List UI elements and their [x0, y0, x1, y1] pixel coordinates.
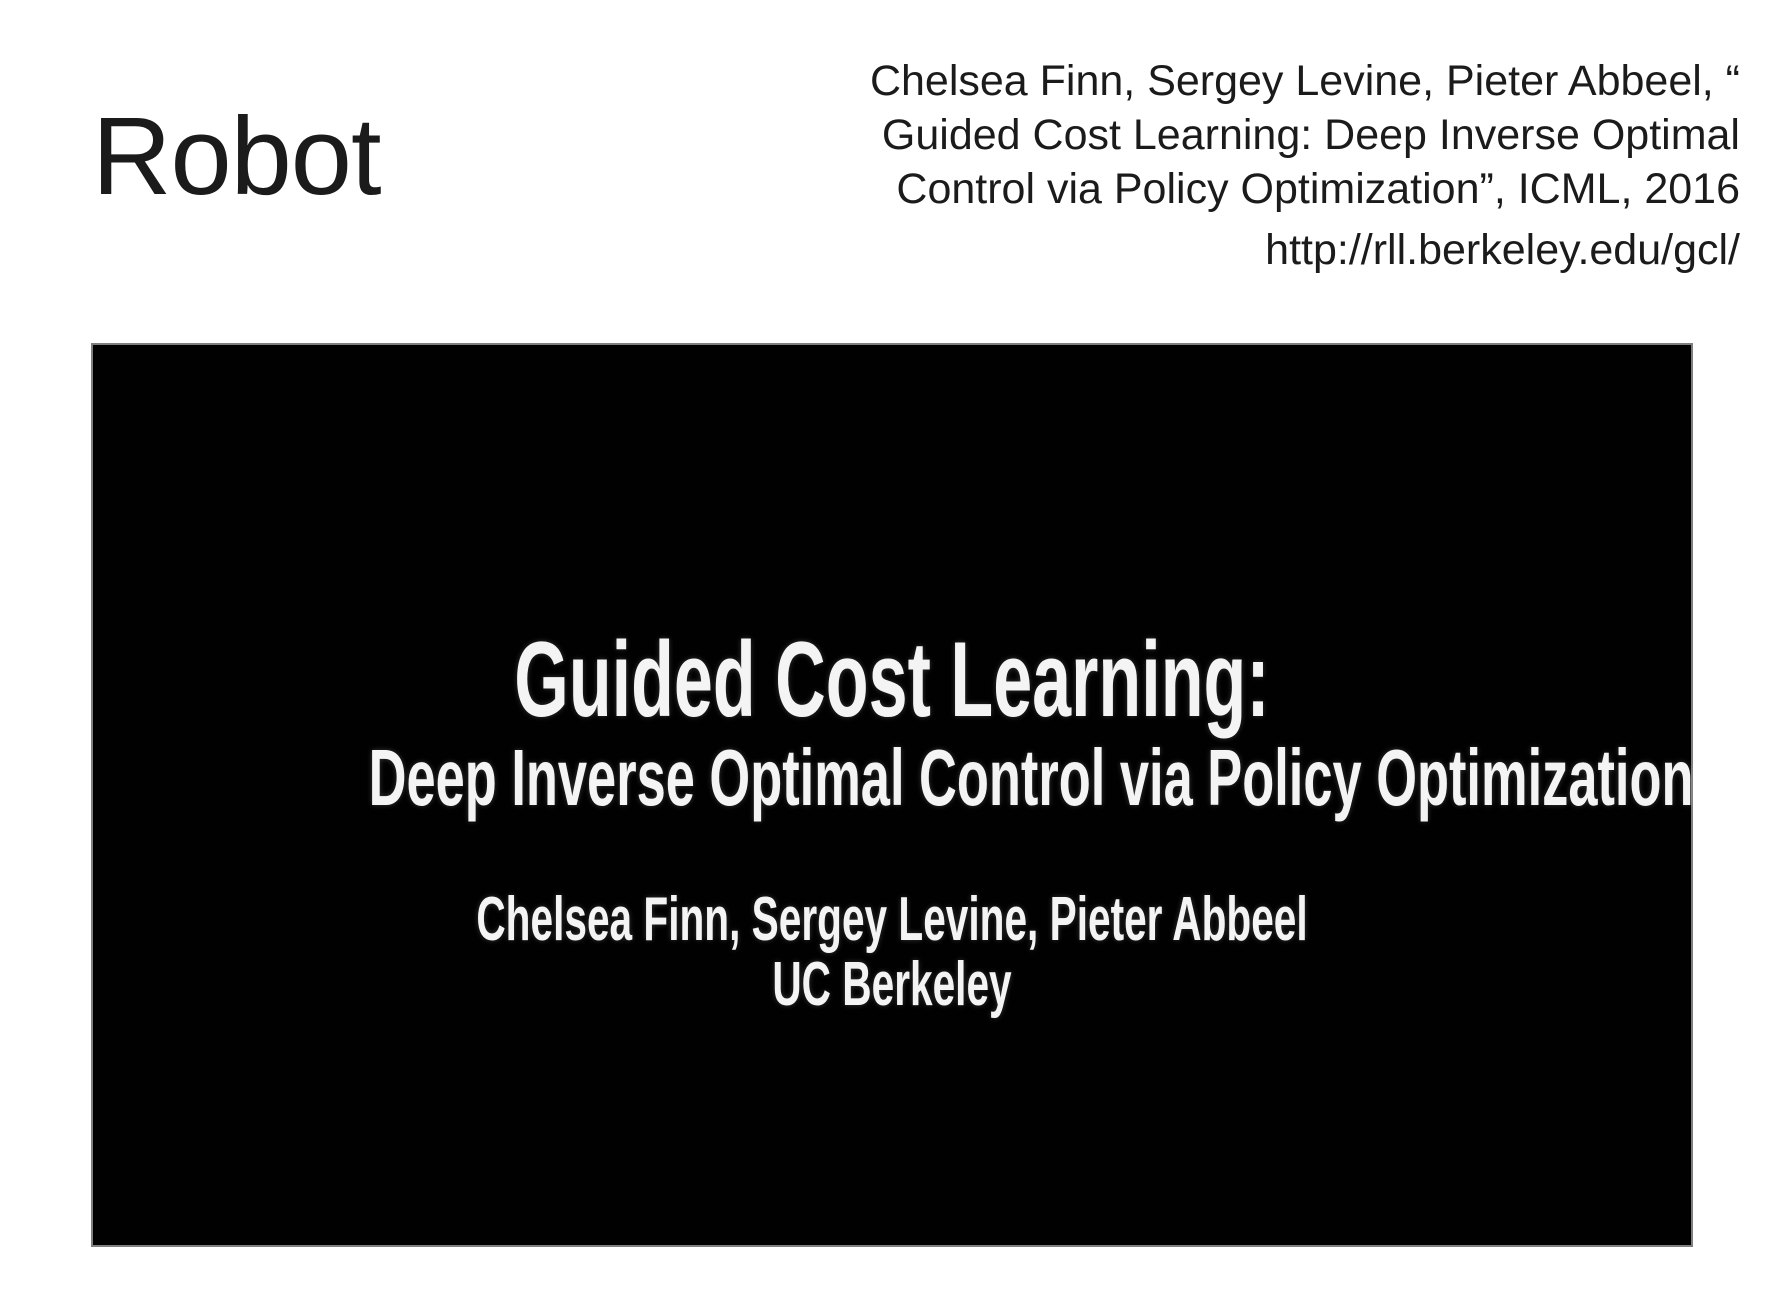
citation-url-link[interactable]: http://rll.berkeley.edu/gcl/: [1265, 226, 1740, 274]
citation-line-2: Guided Cost Learning: Deep Inverse Optimal: [881, 111, 1740, 159]
citation-line-3: Control via Policy Optimization”, ICML, 2016: [896, 165, 1740, 213]
citation-line-1: Chelsea Finn, Sergey Levine, Pieter Abbeel, “: [869, 57, 1740, 105]
video-authors-text: Chelsea Finn, Sergey Levine, Pieter Abbeel: [476, 885, 1308, 954]
video-subtitle-text: Deep Inverse Optimal Control via Policy Optimization: [368, 733, 1694, 822]
video-affiliation-text: UC Berkeley: [772, 950, 1012, 1019]
video-title-text: Guided Cost Learning:: [514, 619, 1270, 739]
video-player[interactable]: [91, 343, 1693, 1247]
slide-heading: Robot: [92, 95, 381, 218]
citation-block: [780, 54, 1740, 277]
